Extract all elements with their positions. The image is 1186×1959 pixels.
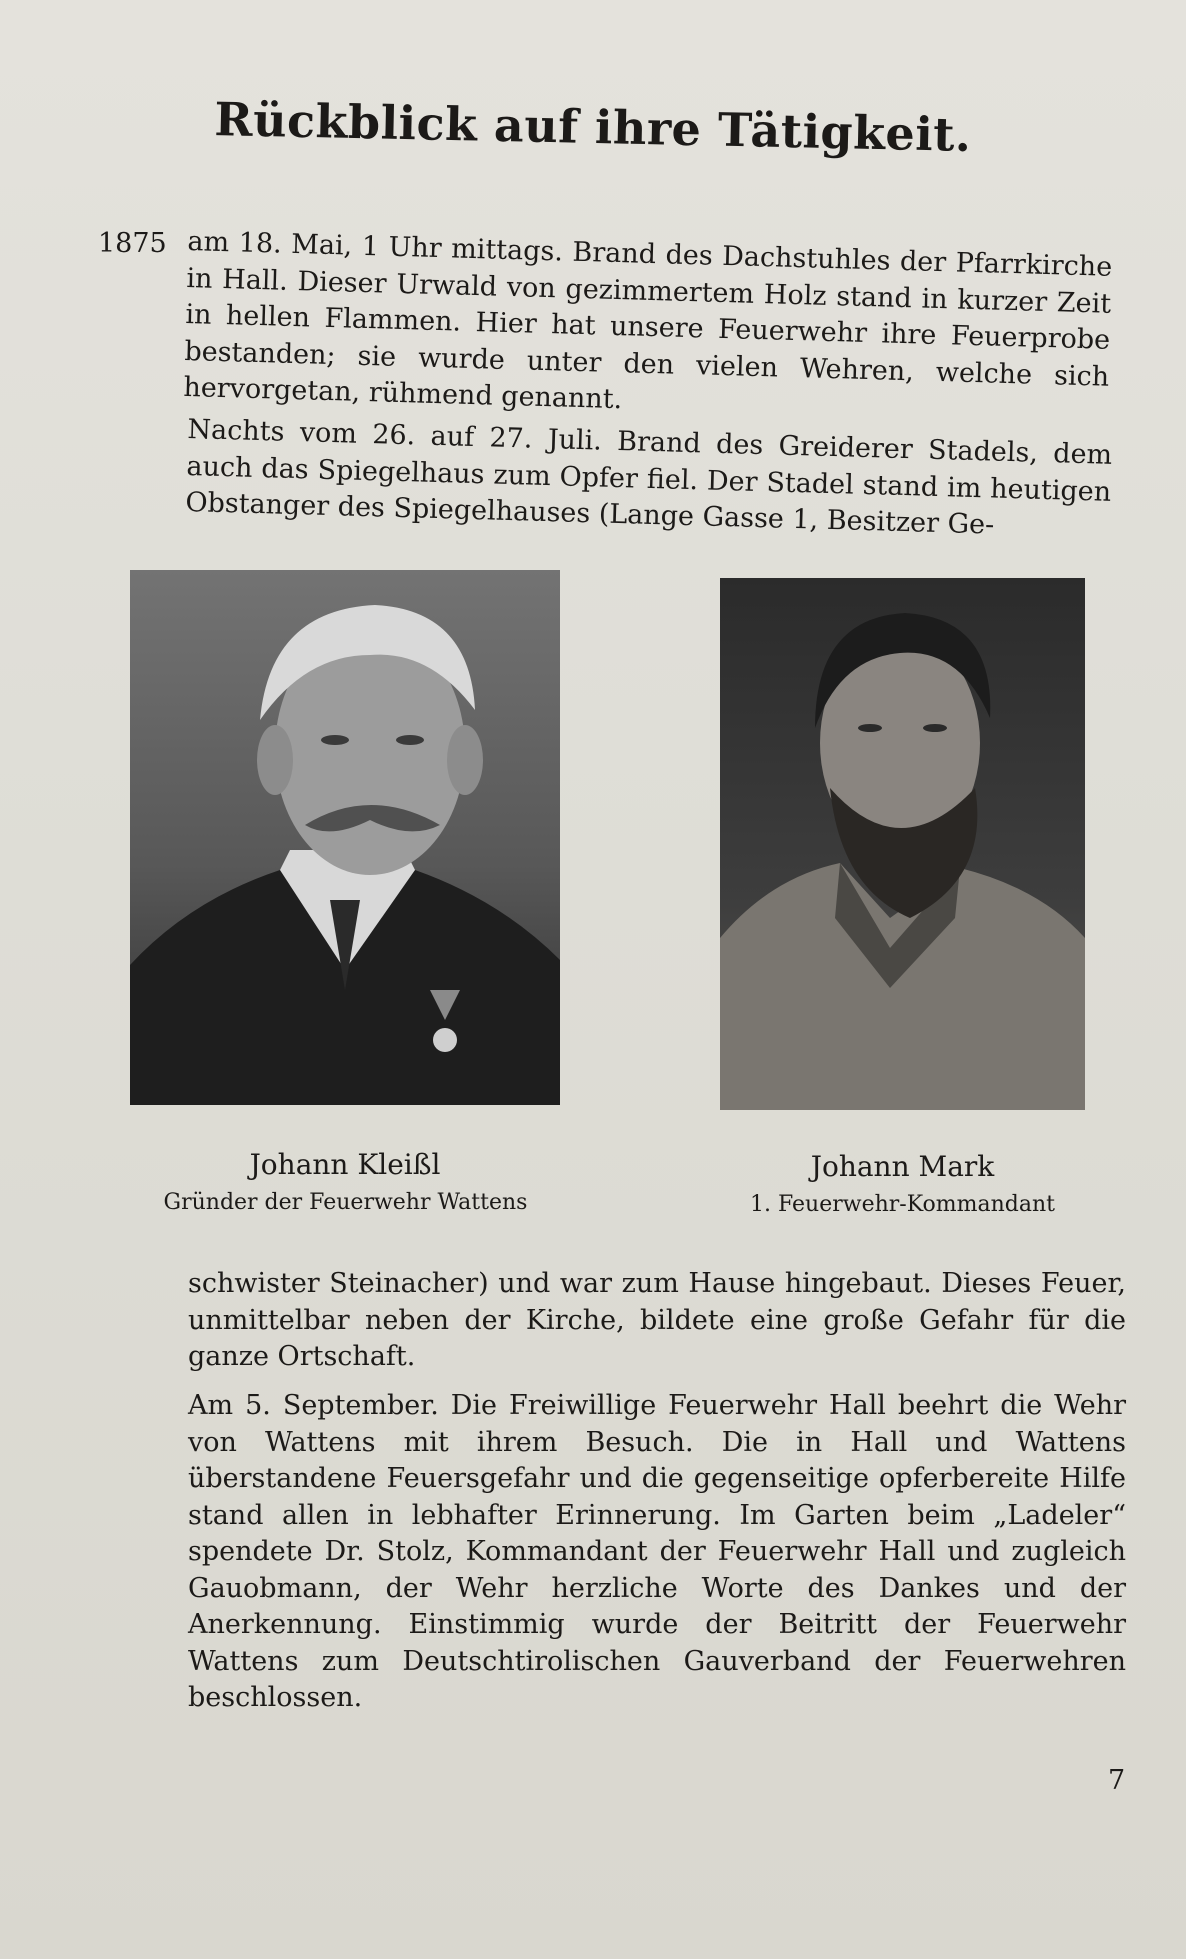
portrait-role-mark: 1. Feuerwehr-Kommandant bbox=[749, 1192, 1056, 1217]
portrait-role-kleissl: Gründer der Feuerwehr Wattens bbox=[163, 1190, 528, 1215]
paragraph-continuation: schwister Steinacher) und war zum Hause hingebaut. Dieses Feuer, unmittelbar neben der Kirche, bildete eine große Gefahr für die ganze Ortschaft. bbox=[188, 1268, 1126, 1372]
portrait-photo-mark bbox=[720, 578, 1085, 1110]
portrait-photo-kleissl bbox=[130, 570, 560, 1105]
page-number: 7 bbox=[1108, 1765, 1126, 1796]
paragraph-hall-visit: Am 5. September. Die Freiwillige Feuerwehr Hall beehrt die Wehr von Wattens mit ihrem Besuch. Die in Hall und Wattens überstandene Feuersgefahr und die gegenseitige opferbereite Hilfe stand allen in lebhafter Erinnerung. Im Garten beim „Ladeler“ spendete Dr. Stolz, Kommandant der Feuerwehr Hall und zugleich Gauobmann, der Wehr herzliche Worte des Dankes und der Anerkennung. Einstimmig wurde der Beitritt der Feuerwehr Wattens zum Deutschtirolischen Gauverband der Feuerwehren beschlossen. bbox=[188, 1390, 1126, 1713]
paragraph-pfarrkirche-fire: am 18. Mai, 1 Uhr mittags. Brand des Dachstuhles der Pfarrkirche in Hall. Dieser Urwald von gezimmertem Holz stand in kurzer Zeit in hellen Flammen. Hier hat unsere Feuerwehr ihre Feuerprobe bestanden; sie wurde unter den vielen Wehren, welche sich hervorgetan, rühmend genannt. bbox=[183, 225, 1113, 416]
paragraph-stadel-fire: Nachts vom 26. auf 27. Juli. Brand des Greiderer Stadels, dem auch das Spiegelhaus zum Opfer fiel. Der Stadel stand im heutigen Obstanger des Spiegelhauses (Lange Gasse 1, Besitzer Ge- bbox=[185, 413, 1113, 541]
portrait-name-mark: Johann Mark bbox=[810, 1150, 995, 1183]
portrait-name-kleissl: Johann Kleißl bbox=[249, 1148, 441, 1181]
page-heading: Rückblick auf ihre Tätigkeit. bbox=[213, 92, 973, 162]
year-label: 1875 bbox=[98, 228, 167, 259]
